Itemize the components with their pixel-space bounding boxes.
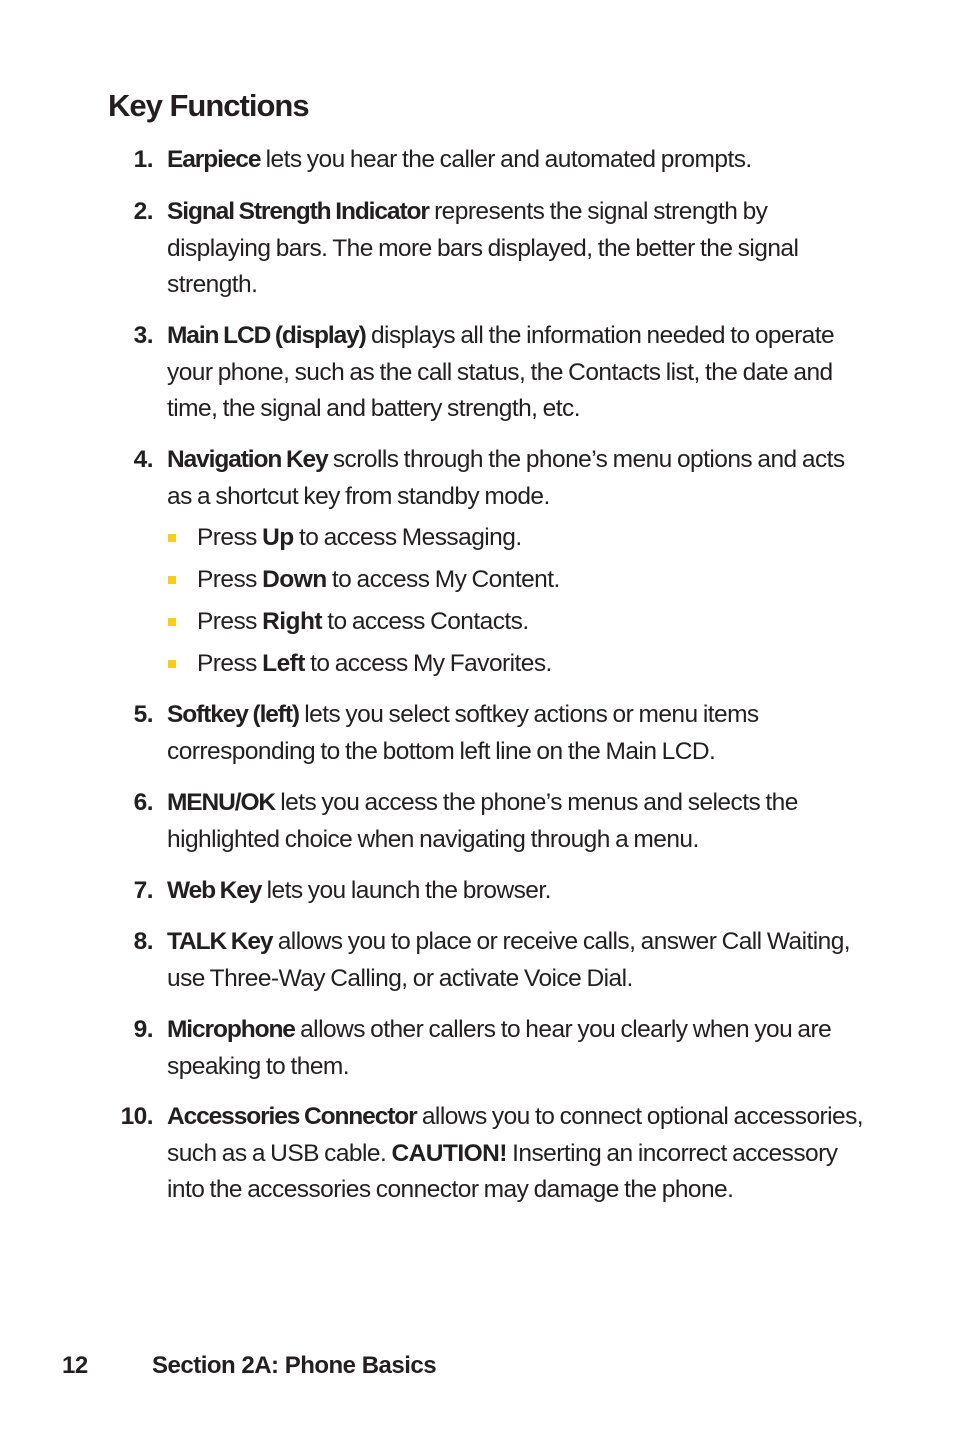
bullet-key: Down (262, 566, 327, 593)
page-number: 12 (62, 1352, 88, 1379)
bullet-key: Up (262, 524, 294, 551)
nav-bullet-item (197, 646, 857, 682)
bullet-post: to access My Favorites. (310, 650, 552, 677)
bullet-pre: Press (197, 524, 257, 551)
nav-bullet-item (197, 604, 857, 640)
item-text: lets you access the phone’s menus and selects the highlighted choice when navigating through a menu. (167, 789, 798, 853)
item-term: Microphone (167, 1016, 295, 1043)
item-text: lets you launch the browser. (266, 877, 551, 904)
nav-bullet-item (197, 562, 857, 598)
bullet-pre: Press (197, 566, 257, 593)
list-item (133, 924, 867, 997)
list-item (133, 873, 867, 910)
list-item (133, 194, 867, 304)
nav-bullet-item (197, 520, 857, 556)
item-number: 6. (133, 789, 153, 816)
item-text: lets you hear the caller and automated prompts. (265, 146, 752, 173)
item-term: MENU/OK (167, 789, 275, 816)
item-term: Navigation Key (167, 446, 328, 473)
bullet-key: Right (262, 608, 322, 635)
list-item (133, 785, 867, 858)
list-item (133, 1012, 867, 1085)
section-title: Section 2A: Phone Basics (152, 1352, 437, 1379)
item-number: 9. (133, 1016, 153, 1043)
list-item (133, 697, 867, 770)
item-term: TALK Key (167, 928, 273, 955)
item-text: lets you select softkey actions or menu items corresponding to the bottom left line on the Main LCD. (167, 701, 759, 765)
item-text: represents the signal strength by displaying bars. The more bars displayed, the better the signal strength. (167, 198, 799, 298)
square-bullet-icon (168, 534, 176, 542)
item-term: Main LCD (display) (167, 322, 366, 349)
bullet-post: to access My Content. (331, 566, 560, 593)
item-term: Softkey (left) (167, 701, 299, 728)
bullet-post: to access Contacts. (327, 608, 529, 635)
item-number: 3. (133, 322, 153, 349)
item-number: 1. (133, 146, 153, 173)
item-number: 10. (120, 1103, 153, 1130)
square-bullet-icon (168, 618, 176, 626)
caution-text: Inserting an incorrect accessory into the accessories connector may damage the phone. (167, 1139, 838, 1203)
item-text: allows you to connect optional accessories, such as a USB cable. (167, 1103, 864, 1167)
square-bullet-icon (168, 576, 176, 584)
item-number: 5. (133, 701, 153, 728)
item-term: Accessories Connector (167, 1103, 417, 1130)
list-item (120, 1099, 867, 1209)
item-text: displays all the information needed to operate your phone, such as the call status, the Contacts list, the date and time, the signal and battery strength, etc. (167, 322, 835, 422)
caution-label: CAUTION! (391, 1139, 507, 1167)
list-item (133, 442, 867, 515)
bullet-pre: Press (197, 650, 257, 677)
item-number: 4. (133, 446, 153, 473)
bullet-post: to access Messaging. (298, 524, 522, 551)
item-term: Signal Strength Indicator (167, 198, 429, 225)
item-text: allows other callers to hear you clearly when you are speaking to them. (167, 1016, 832, 1080)
item-number: 7. (133, 877, 153, 904)
item-term: Web Key (167, 877, 262, 904)
bullet-key: Left (262, 650, 305, 677)
list-item (133, 142, 867, 179)
list-item (133, 318, 867, 428)
item-term: Earpiece (167, 146, 261, 173)
page-title: Key Functions (108, 88, 309, 123)
item-text: scrolls through the phone’s menu options and acts as a shortcut key from standby mode. (167, 446, 845, 510)
square-bullet-icon (168, 660, 176, 668)
item-text: allows you to place or receive calls, answer Call Waiting, use Three-Way Calling, or activate Voice Dial. (167, 928, 851, 992)
bullet-pre: Press (197, 608, 257, 635)
item-number: 8. (133, 928, 153, 955)
item-number: 2. (133, 198, 153, 225)
